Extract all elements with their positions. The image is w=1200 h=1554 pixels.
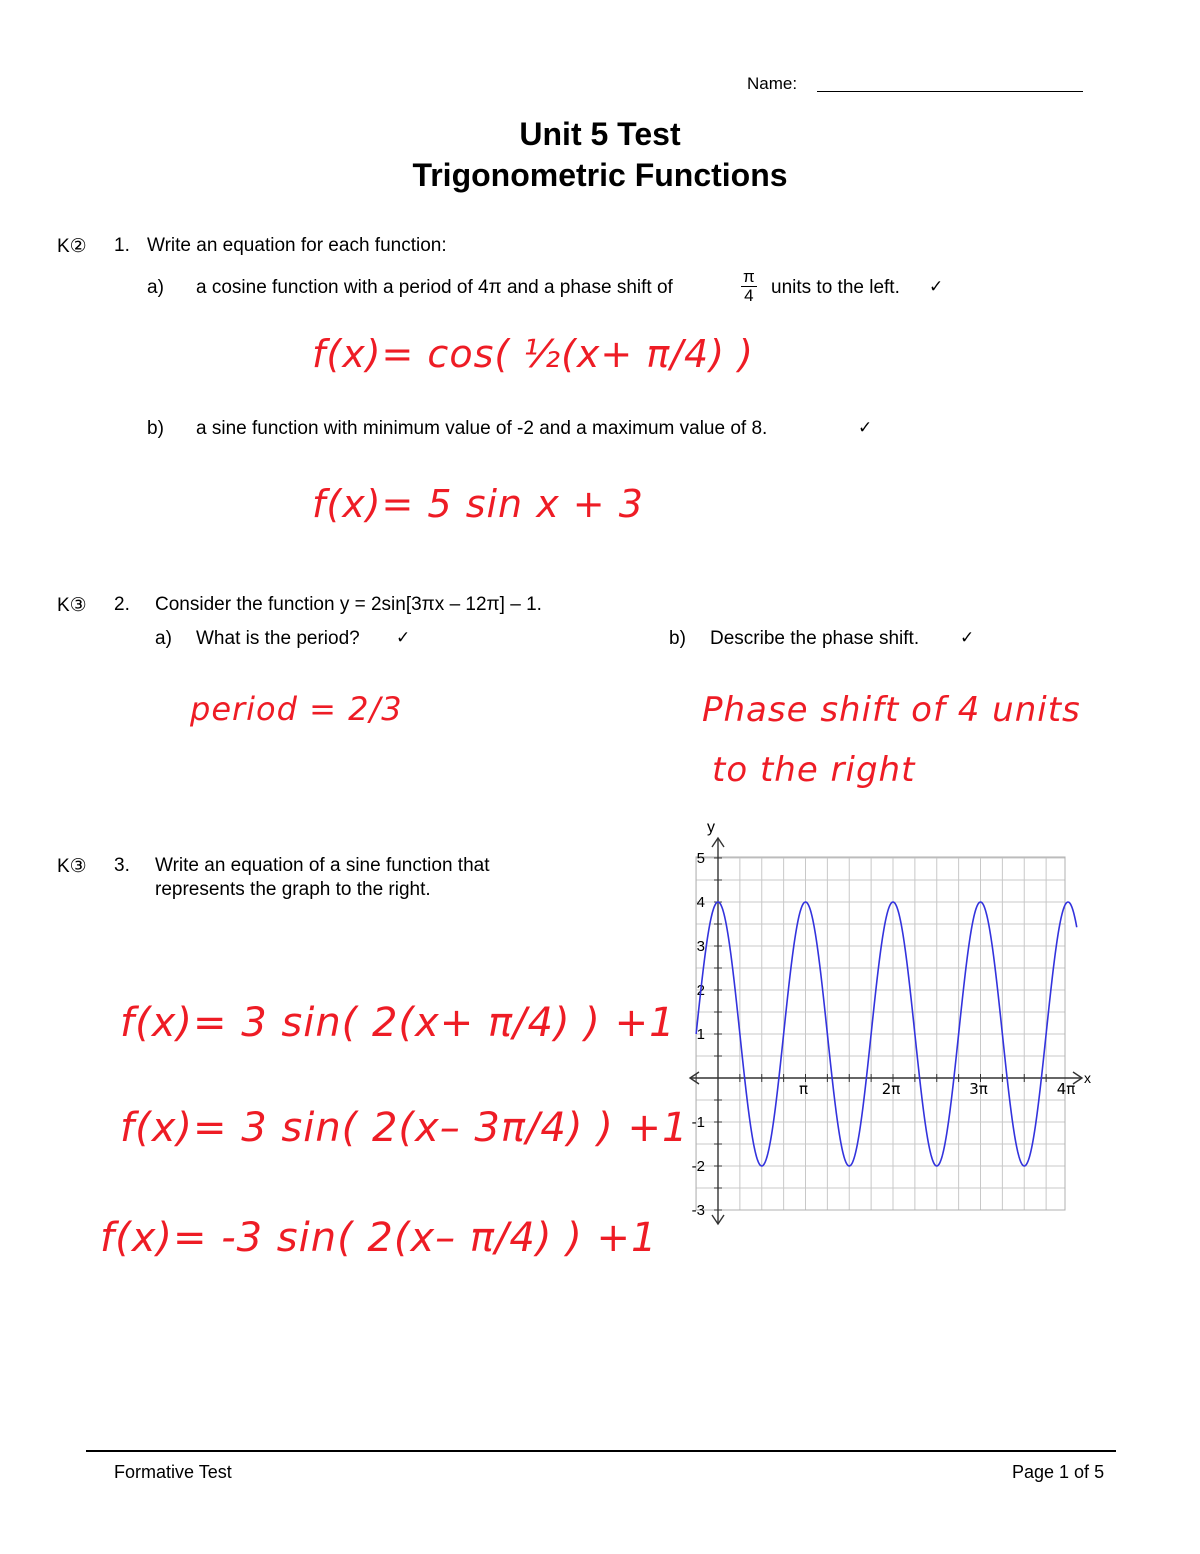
q2a-answer: period = 2/3 xyxy=(190,690,403,728)
y-axis-top-arrow xyxy=(712,838,724,847)
q1-prompt: Write an equation for each function: xyxy=(147,235,447,256)
title-line1: Unit 5 Test xyxy=(519,116,681,152)
x-axis-label: x xyxy=(1084,1070,1091,1086)
series-line-0 xyxy=(696,902,1077,1166)
q2-prompt: Consider the function y = 2sin[3πx – 12π] – 1. xyxy=(155,594,542,615)
q1a-text-after: units to the left. xyxy=(771,277,900,298)
q1a-check-icon: ✓ xyxy=(929,277,944,297)
q3-answer-2: f(x)= 3 sin( 2(x– 3π/4) ) +1 xyxy=(120,1105,689,1151)
q2-code: K③ xyxy=(57,595,87,616)
y-tick-label-1: 4 xyxy=(696,894,705,911)
q1a-fraction xyxy=(741,268,757,305)
q3-answer-1: f(x)= 3 sin( 2(x+ π/4) ) +1 xyxy=(120,1000,676,1046)
q2b-text: Describe the phase shift. xyxy=(710,628,920,649)
q1b-letter: b) xyxy=(147,418,164,439)
y-tick-label-0: 5 xyxy=(696,850,705,867)
q1b-text: a sine function with minimum value of -2 and a maximum value of 8. xyxy=(196,418,768,439)
q1a-text: a cosine function with a period of 4π and a phase shift of xyxy=(196,277,673,298)
q1a-fraction-num: π xyxy=(743,267,755,286)
y-axis-bottom-arrow xyxy=(712,1215,724,1224)
name-label: Name: xyxy=(747,74,798,93)
q2b-answer-line1: Phase shift of 4 units xyxy=(702,690,1081,730)
footer-right: Page 1 of 5 xyxy=(1012,1462,1105,1482)
y-tick-label-6: -2 xyxy=(691,1158,705,1175)
q3-answer-3: f(x)= -3 sin( 2(x– π/4) ) +1 xyxy=(100,1215,658,1261)
x-axis-right-arrow xyxy=(1073,1072,1082,1084)
q2-number: 2. xyxy=(114,594,130,615)
q1a-fraction-den: 4 xyxy=(744,286,754,305)
q2b-answer-line2: to the right xyxy=(712,750,916,790)
q3-prompt-line1: Write an equation of a sine function that xyxy=(155,855,490,876)
q1b-check-icon: ✓ xyxy=(858,418,873,438)
q3-code: K③ xyxy=(57,856,87,877)
y-tick-label-5: -1 xyxy=(691,1114,705,1131)
q1-number: 1. xyxy=(114,235,130,256)
footer-left: Formative Test xyxy=(114,1462,232,1482)
q2a-letter: a) xyxy=(155,628,172,649)
q2b-check-icon: ✓ xyxy=(960,628,975,648)
q2a-text: What is the period? xyxy=(196,628,360,649)
q1a-answer: f(x)= cos( ½(x+ π/4) ) xyxy=(312,332,754,376)
footer-divider xyxy=(86,1450,1116,1452)
y-tick-label-2: 3 xyxy=(696,938,705,955)
plot-frame xyxy=(696,857,1065,1210)
q1-code: K② xyxy=(57,236,87,257)
x-tick-label-0: π xyxy=(798,1080,809,1098)
q1a-letter: a) xyxy=(147,277,164,298)
x-tick-label-2: 3π xyxy=(969,1080,988,1098)
q2a-check-icon: ✓ xyxy=(396,628,411,648)
y-tick-label-4: 1 xyxy=(696,1026,705,1043)
x-tick-label-1: 2π xyxy=(881,1080,901,1098)
y-tick-label-7: -3 xyxy=(691,1202,705,1219)
title-line2: Trigonometric Functions xyxy=(412,157,788,193)
y-tick-label-3: 2 xyxy=(696,982,705,999)
q3-prompt-line2: represents the graph to the right. xyxy=(155,879,431,900)
q3-number: 3. xyxy=(114,855,130,876)
x-axis-left-arrow xyxy=(690,1072,699,1084)
q2b-letter: b) xyxy=(669,628,686,649)
q1b-answer: f(x)= 5 sin x + 3 xyxy=(312,482,644,526)
y-axis-label: y xyxy=(707,819,715,836)
name-line xyxy=(817,91,1083,92)
x-tick-label-3: 4π xyxy=(1056,1080,1076,1098)
